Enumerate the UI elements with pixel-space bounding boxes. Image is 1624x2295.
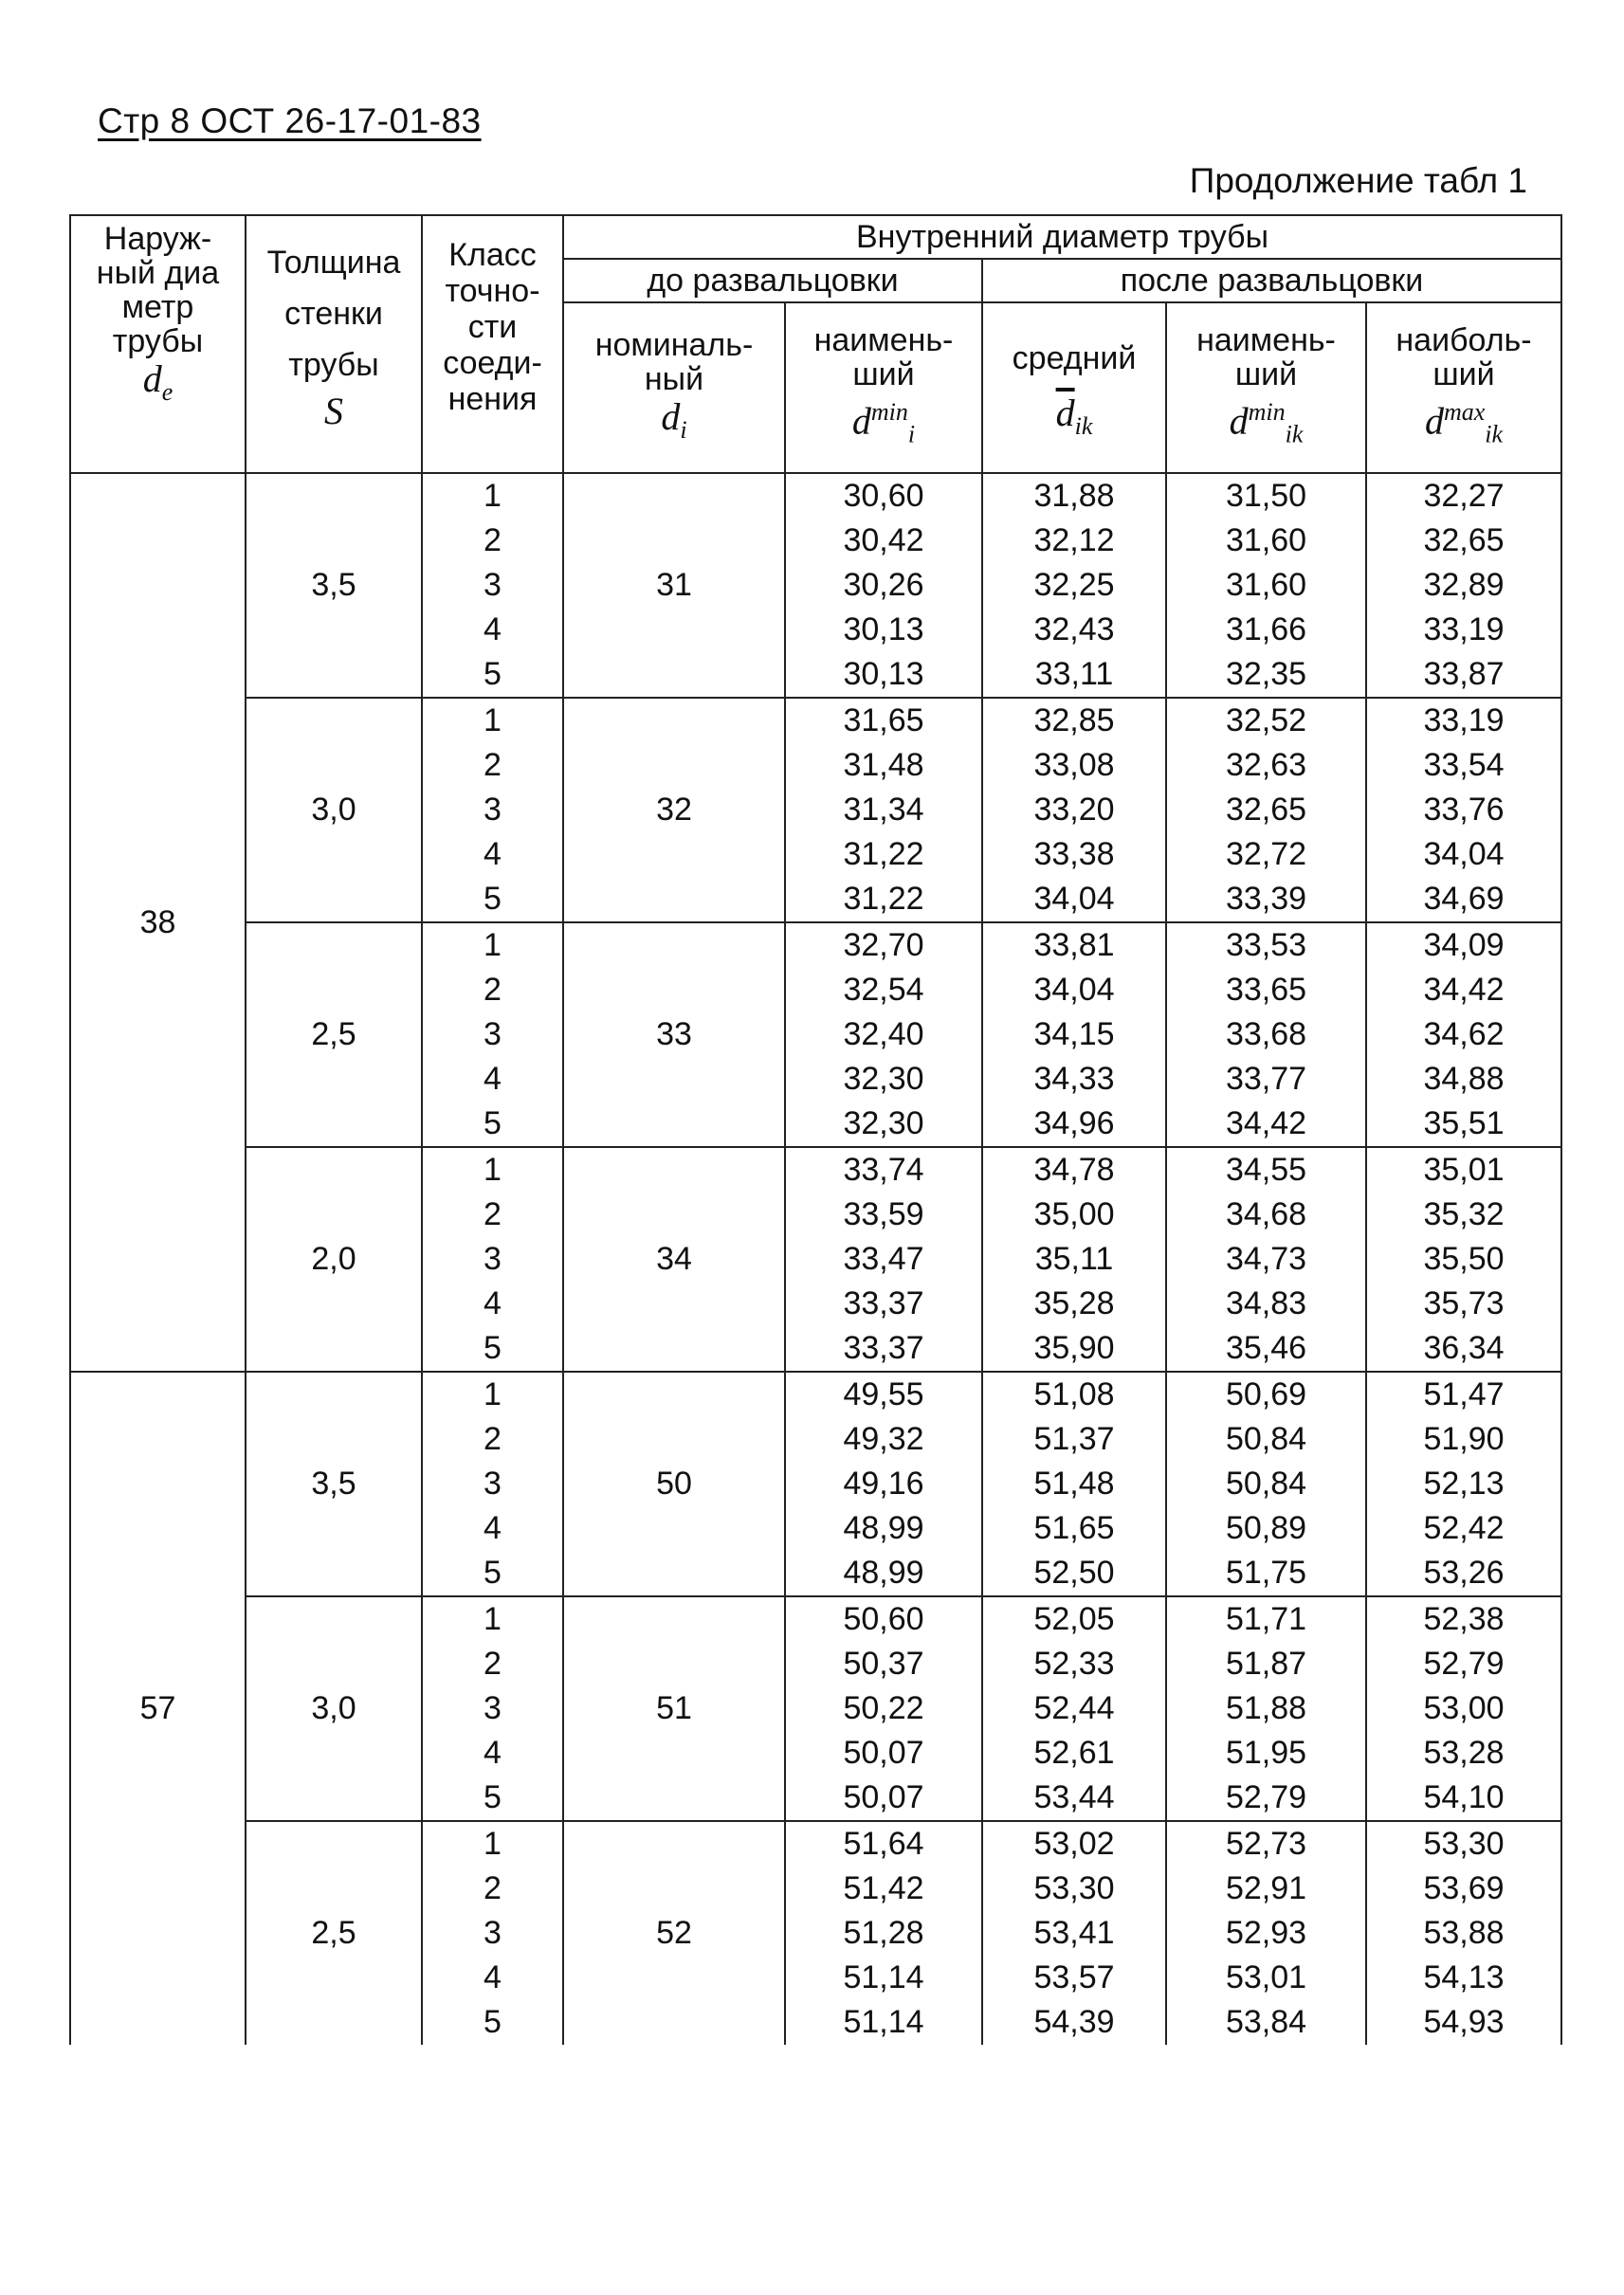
class-cell: 4 bbox=[422, 608, 563, 652]
min-before-cell: 30,13 bbox=[785, 652, 982, 698]
max-after-cell: 51,90 bbox=[1366, 1417, 1561, 1462]
average-after-cell: 34,33 bbox=[982, 1057, 1166, 1102]
nominal-diameter-cell: 31 bbox=[563, 473, 785, 698]
min-after-cell: 52,91 bbox=[1166, 1867, 1366, 1911]
max-after-cell: 33,54 bbox=[1366, 743, 1561, 788]
min-after-cell: 31,66 bbox=[1166, 608, 1366, 652]
min-before-cell: 50,07 bbox=[785, 1776, 982, 1821]
min-after-cell: 32,63 bbox=[1166, 743, 1366, 788]
average-after-cell: 32,25 bbox=[982, 563, 1166, 608]
min-after-cell: 34,68 bbox=[1166, 1193, 1366, 1237]
min-after-cell: 31,60 bbox=[1166, 563, 1366, 608]
average-after-cell: 34,96 bbox=[982, 1102, 1166, 1147]
col-max-after-symbol: $d^{max}_{ik}$ bbox=[1424, 398, 1504, 448]
max-after-cell: 33,76 bbox=[1366, 788, 1561, 832]
wall-thickness-cell: 3,0 bbox=[246, 1596, 422, 1821]
min-after-cell: 52,79 bbox=[1166, 1776, 1366, 1821]
average-after-cell: 35,00 bbox=[982, 1193, 1166, 1237]
col-before-rolling: до развальцовки bbox=[563, 259, 982, 302]
min-before-cell: 49,32 bbox=[785, 1417, 982, 1462]
nominal-diameter-cell: 50 bbox=[563, 1372, 785, 1596]
wall-thickness-cell: 3,5 bbox=[246, 473, 422, 698]
min-before-cell: 51,28 bbox=[785, 1911, 982, 1956]
table-row bbox=[70, 1372, 1561, 1417]
average-after-cell: 52,61 bbox=[982, 1731, 1166, 1776]
min-after-cell: 34,42 bbox=[1166, 1102, 1366, 1147]
average-after-cell: 53,44 bbox=[982, 1776, 1166, 1821]
min-after-cell: 34,55 bbox=[1166, 1147, 1366, 1193]
min-after-cell: 51,95 bbox=[1166, 1731, 1366, 1776]
min-after-cell: 53,84 bbox=[1166, 2000, 1366, 2045]
min-before-cell: 50,60 bbox=[785, 1596, 982, 1642]
col-min-after bbox=[1166, 302, 1366, 473]
average-after-cell: 35,11 bbox=[982, 1237, 1166, 1282]
max-after-cell: 35,51 bbox=[1366, 1102, 1561, 1147]
col-average-after bbox=[982, 302, 1166, 473]
min-before-cell: 32,54 bbox=[785, 968, 982, 1012]
min-after-cell: 50,89 bbox=[1166, 1506, 1366, 1551]
class-cell: 4 bbox=[422, 1057, 563, 1102]
max-after-cell: 32,27 bbox=[1366, 473, 1561, 519]
average-after-cell: 53,57 bbox=[982, 1956, 1166, 2000]
average-after-cell: 33,11 bbox=[982, 652, 1166, 698]
min-after-cell: 32,35 bbox=[1166, 652, 1366, 698]
average-after-cell: 35,28 bbox=[982, 1282, 1166, 1326]
class-cell: 4 bbox=[422, 1956, 563, 2000]
min-before-cell: 33,37 bbox=[785, 1326, 982, 1372]
min-after-cell: 51,71 bbox=[1166, 1596, 1366, 1642]
min-after-cell: 51,75 bbox=[1166, 1551, 1366, 1596]
average-after-cell: 33,20 bbox=[982, 788, 1166, 832]
average-after-cell: 34,04 bbox=[982, 968, 1166, 1012]
min-after-cell: 51,88 bbox=[1166, 1686, 1366, 1731]
average-after-cell: 31,88 bbox=[982, 473, 1166, 519]
max-after-cell: 54,10 bbox=[1366, 1776, 1561, 1821]
min-before-cell: 31,48 bbox=[785, 743, 982, 788]
max-after-cell: 53,69 bbox=[1366, 1867, 1561, 1911]
col-wall-thickness-symbol: S bbox=[324, 390, 343, 432]
class-cell: 4 bbox=[422, 832, 563, 877]
col-wall-thickness-label: Толщина стенки трубы bbox=[266, 245, 401, 383]
average-after-cell: 33,81 bbox=[982, 922, 1166, 968]
average-after-cell: 52,50 bbox=[982, 1551, 1166, 1596]
wall-thickness-cell: 3,0 bbox=[246, 698, 422, 922]
wall-thickness-cell: 2,0 bbox=[246, 1147, 422, 1372]
min-before-cell: 31,22 bbox=[785, 877, 982, 922]
max-after-cell: 35,73 bbox=[1366, 1282, 1561, 1326]
wall-thickness-cell: 2,5 bbox=[246, 1821, 422, 2045]
class-cell: 3 bbox=[422, 1911, 563, 1956]
min-before-cell: 31,34 bbox=[785, 788, 982, 832]
class-cell: 1 bbox=[422, 698, 563, 743]
min-before-cell: 33,59 bbox=[785, 1193, 982, 1237]
class-cell: 3 bbox=[422, 1237, 563, 1282]
col-outer-diameter bbox=[70, 215, 246, 473]
col-outer-diameter-symbol: $d_e$ bbox=[142, 357, 173, 406]
min-after-cell: 51,87 bbox=[1166, 1642, 1366, 1686]
class-cell: 5 bbox=[422, 877, 563, 922]
min-after-cell: 33,77 bbox=[1166, 1057, 1366, 1102]
average-after-cell: 51,37 bbox=[982, 1417, 1166, 1462]
class-cell: 1 bbox=[422, 1372, 563, 1417]
average-after-cell: 33,08 bbox=[982, 743, 1166, 788]
average-after-cell: 53,02 bbox=[982, 1821, 1166, 1867]
min-before-cell: 51,42 bbox=[785, 1867, 982, 1911]
max-after-cell: 34,09 bbox=[1366, 922, 1561, 968]
min-after-cell: 50,69 bbox=[1166, 1372, 1366, 1417]
class-cell: 5 bbox=[422, 2000, 563, 2045]
max-after-cell: 53,26 bbox=[1366, 1551, 1561, 1596]
min-before-cell: 50,07 bbox=[785, 1731, 982, 1776]
average-after-cell: 51,65 bbox=[982, 1506, 1166, 1551]
min-before-cell: 30,60 bbox=[785, 473, 982, 519]
col-outer-diameter-label: Наруж- ный диа метр трубы bbox=[96, 221, 220, 359]
class-cell: 2 bbox=[422, 1867, 563, 1911]
max-after-cell: 32,89 bbox=[1366, 563, 1561, 608]
nominal-diameter-cell: 52 bbox=[563, 1821, 785, 2045]
class-cell: 4 bbox=[422, 1731, 563, 1776]
max-after-cell: 52,42 bbox=[1366, 1506, 1561, 1551]
page-reference: Стр 8 ОСТ 26-17-01-83 bbox=[98, 101, 482, 140]
col-min-before-symbol: $d^{min}_i$ bbox=[851, 398, 916, 448]
col-nominal-symbol: $d_i$ bbox=[661, 395, 687, 444]
table-caption: Продолжение табл 1 bbox=[1189, 161, 1527, 200]
class-cell: 2 bbox=[422, 1642, 563, 1686]
class-cell: 2 bbox=[422, 1193, 563, 1237]
class-cell: 5 bbox=[422, 1551, 563, 1596]
max-after-cell: 53,30 bbox=[1366, 1821, 1561, 1867]
min-before-cell: 32,40 bbox=[785, 1012, 982, 1057]
average-after-cell: 35,90 bbox=[982, 1326, 1166, 1372]
min-after-cell: 53,01 bbox=[1166, 1956, 1366, 2000]
min-before-cell: 48,99 bbox=[785, 1551, 982, 1596]
class-cell: 5 bbox=[422, 1776, 563, 1821]
max-after-cell: 54,13 bbox=[1366, 1956, 1561, 2000]
max-after-cell: 32,65 bbox=[1366, 519, 1561, 563]
min-before-cell: 49,55 bbox=[785, 1372, 982, 1417]
class-cell: 1 bbox=[422, 1147, 563, 1193]
max-after-cell: 52,38 bbox=[1366, 1596, 1561, 1642]
nominal-diameter-cell: 51 bbox=[563, 1596, 785, 1821]
max-after-cell: 51,47 bbox=[1366, 1372, 1561, 1417]
max-after-cell: 54,93 bbox=[1366, 2000, 1561, 2045]
min-after-cell: 32,52 bbox=[1166, 698, 1366, 743]
max-after-cell: 33,19 bbox=[1366, 608, 1561, 652]
col-min-before-label: наимень- ший bbox=[813, 322, 954, 393]
class-cell: 2 bbox=[422, 968, 563, 1012]
class-cell: 4 bbox=[422, 1282, 563, 1326]
max-after-cell: 36,34 bbox=[1366, 1326, 1561, 1372]
average-after-cell: 32,43 bbox=[982, 608, 1166, 652]
min-after-cell: 52,93 bbox=[1166, 1911, 1366, 1956]
nominal-diameter-cell: 32 bbox=[563, 698, 785, 922]
col-min-after-symbol: $d^{min}_{ik}$ bbox=[1229, 398, 1304, 448]
max-after-cell: 34,42 bbox=[1366, 968, 1561, 1012]
min-after-cell: 33,53 bbox=[1166, 922, 1366, 968]
average-after-cell: 51,08 bbox=[982, 1372, 1166, 1417]
average-after-cell: 51,48 bbox=[982, 1462, 1166, 1506]
min-before-cell: 51,14 bbox=[785, 1956, 982, 2000]
wall-thickness-cell: 2,5 bbox=[246, 922, 422, 1147]
max-after-cell: 52,79 bbox=[1366, 1642, 1561, 1686]
min-after-cell: 52,73 bbox=[1166, 1821, 1366, 1867]
col-max-after-label: наиболь- ший bbox=[1396, 322, 1532, 393]
class-cell: 2 bbox=[422, 519, 563, 563]
average-after-cell: 52,33 bbox=[982, 1642, 1166, 1686]
outer-diameter-cell: 57 bbox=[70, 1372, 246, 2045]
class-cell: 3 bbox=[422, 1686, 563, 1731]
average-after-cell: 34,78 bbox=[982, 1147, 1166, 1193]
min-after-cell: 50,84 bbox=[1166, 1417, 1366, 1462]
col-average-after-symbol: $\overline{d}_{ik}$ bbox=[1055, 392, 1093, 440]
table-body bbox=[70, 473, 1561, 2045]
min-before-cell: 48,99 bbox=[785, 1506, 982, 1551]
col-connection-class bbox=[422, 215, 563, 473]
min-before-cell: 49,16 bbox=[785, 1462, 982, 1506]
average-after-cell: 53,30 bbox=[982, 1867, 1166, 1911]
table-row bbox=[70, 922, 1561, 968]
table-row bbox=[70, 698, 1561, 743]
class-cell: 2 bbox=[422, 1417, 563, 1462]
min-before-cell: 33,37 bbox=[785, 1282, 982, 1326]
min-after-cell: 50,84 bbox=[1166, 1462, 1366, 1506]
max-after-cell: 33,87 bbox=[1366, 652, 1561, 698]
average-after-cell: 34,15 bbox=[982, 1012, 1166, 1057]
table-row bbox=[70, 1821, 1561, 1867]
average-after-cell: 32,12 bbox=[982, 519, 1166, 563]
min-before-cell: 50,37 bbox=[785, 1642, 982, 1686]
average-after-cell: 33,38 bbox=[982, 832, 1166, 877]
class-cell: 1 bbox=[422, 1821, 563, 1867]
min-after-cell: 32,72 bbox=[1166, 832, 1366, 877]
average-after-cell: 52,05 bbox=[982, 1596, 1166, 1642]
min-before-cell: 32,70 bbox=[785, 922, 982, 968]
min-after-cell: 33,39 bbox=[1166, 877, 1366, 922]
min-after-cell: 33,65 bbox=[1166, 968, 1366, 1012]
min-after-cell: 31,50 bbox=[1166, 473, 1366, 519]
average-after-cell: 52,44 bbox=[982, 1686, 1166, 1731]
table-row bbox=[70, 473, 1561, 519]
average-after-cell: 54,39 bbox=[982, 2000, 1166, 2045]
min-before-cell: 30,26 bbox=[785, 563, 982, 608]
max-after-cell: 34,88 bbox=[1366, 1057, 1561, 1102]
min-before-cell: 32,30 bbox=[785, 1057, 982, 1102]
max-after-cell: 52,13 bbox=[1366, 1462, 1561, 1506]
class-cell: 3 bbox=[422, 1012, 563, 1057]
max-after-cell: 33,19 bbox=[1366, 698, 1561, 743]
col-max-after bbox=[1366, 302, 1561, 473]
table-row bbox=[70, 1147, 1561, 1193]
min-before-cell: 33,47 bbox=[785, 1237, 982, 1282]
class-cell: 5 bbox=[422, 1102, 563, 1147]
wall-thickness-cell: 3,5 bbox=[246, 1372, 422, 1596]
min-before-cell: 32,30 bbox=[785, 1102, 982, 1147]
min-before-cell: 31,65 bbox=[785, 698, 982, 743]
col-connection-class-label: Класс точно- сти соеди- нения bbox=[443, 237, 542, 417]
class-cell: 2 bbox=[422, 743, 563, 788]
max-after-cell: 53,28 bbox=[1366, 1731, 1561, 1776]
max-after-cell: 35,32 bbox=[1366, 1193, 1561, 1237]
nominal-diameter-cell: 33 bbox=[563, 922, 785, 1147]
class-cell: 5 bbox=[422, 1326, 563, 1372]
class-cell: 1 bbox=[422, 1596, 563, 1642]
max-after-cell: 34,04 bbox=[1366, 832, 1561, 877]
col-inner-diameter-group: Внутренний диаметр трубы bbox=[563, 215, 1561, 259]
min-before-cell: 30,13 bbox=[785, 608, 982, 652]
min-after-cell: 34,83 bbox=[1166, 1282, 1366, 1326]
min-before-cell: 50,22 bbox=[785, 1686, 982, 1731]
min-after-cell: 35,46 bbox=[1166, 1326, 1366, 1372]
class-cell: 3 bbox=[422, 788, 563, 832]
class-cell: 5 bbox=[422, 652, 563, 698]
max-after-cell: 35,50 bbox=[1366, 1237, 1561, 1282]
class-cell: 1 bbox=[422, 922, 563, 968]
max-after-cell: 53,88 bbox=[1366, 1911, 1561, 1956]
min-after-cell: 34,73 bbox=[1166, 1237, 1366, 1282]
pipe-diameter-table bbox=[69, 214, 1562, 2045]
max-after-cell: 34,69 bbox=[1366, 877, 1561, 922]
max-after-cell: 53,00 bbox=[1366, 1686, 1561, 1731]
col-nominal bbox=[563, 302, 785, 473]
col-min-after-label: наимень- ший bbox=[1196, 322, 1336, 393]
table-row bbox=[70, 1596, 1561, 1642]
min-after-cell: 32,65 bbox=[1166, 788, 1366, 832]
min-before-cell: 51,14 bbox=[785, 2000, 982, 2045]
min-before-cell: 51,64 bbox=[785, 1821, 982, 1867]
min-before-cell: 30,42 bbox=[785, 519, 982, 563]
average-after-cell: 34,04 bbox=[982, 877, 1166, 922]
col-wall-thickness bbox=[246, 215, 422, 473]
col-after-rolling: после развальцовки bbox=[982, 259, 1561, 302]
average-after-cell: 32,85 bbox=[982, 698, 1166, 743]
average-after-cell: 53,41 bbox=[982, 1911, 1166, 1956]
class-cell: 4 bbox=[422, 1506, 563, 1551]
outer-diameter-cell: 38 bbox=[70, 473, 246, 1372]
max-after-cell: 35,01 bbox=[1366, 1147, 1561, 1193]
col-min-before bbox=[785, 302, 982, 473]
col-average-after-label: средний bbox=[1012, 340, 1137, 376]
nominal-diameter-cell: 34 bbox=[563, 1147, 785, 1372]
min-after-cell: 33,68 bbox=[1166, 1012, 1366, 1057]
class-cell: 1 bbox=[422, 473, 563, 519]
max-after-cell: 34,62 bbox=[1366, 1012, 1561, 1057]
min-before-cell: 33,74 bbox=[785, 1147, 982, 1193]
class-cell: 3 bbox=[422, 1462, 563, 1506]
col-nominal-label: номиналь- ный bbox=[594, 327, 754, 397]
min-after-cell: 31,60 bbox=[1166, 519, 1366, 563]
min-before-cell: 31,22 bbox=[785, 832, 982, 877]
class-cell: 3 bbox=[422, 563, 563, 608]
